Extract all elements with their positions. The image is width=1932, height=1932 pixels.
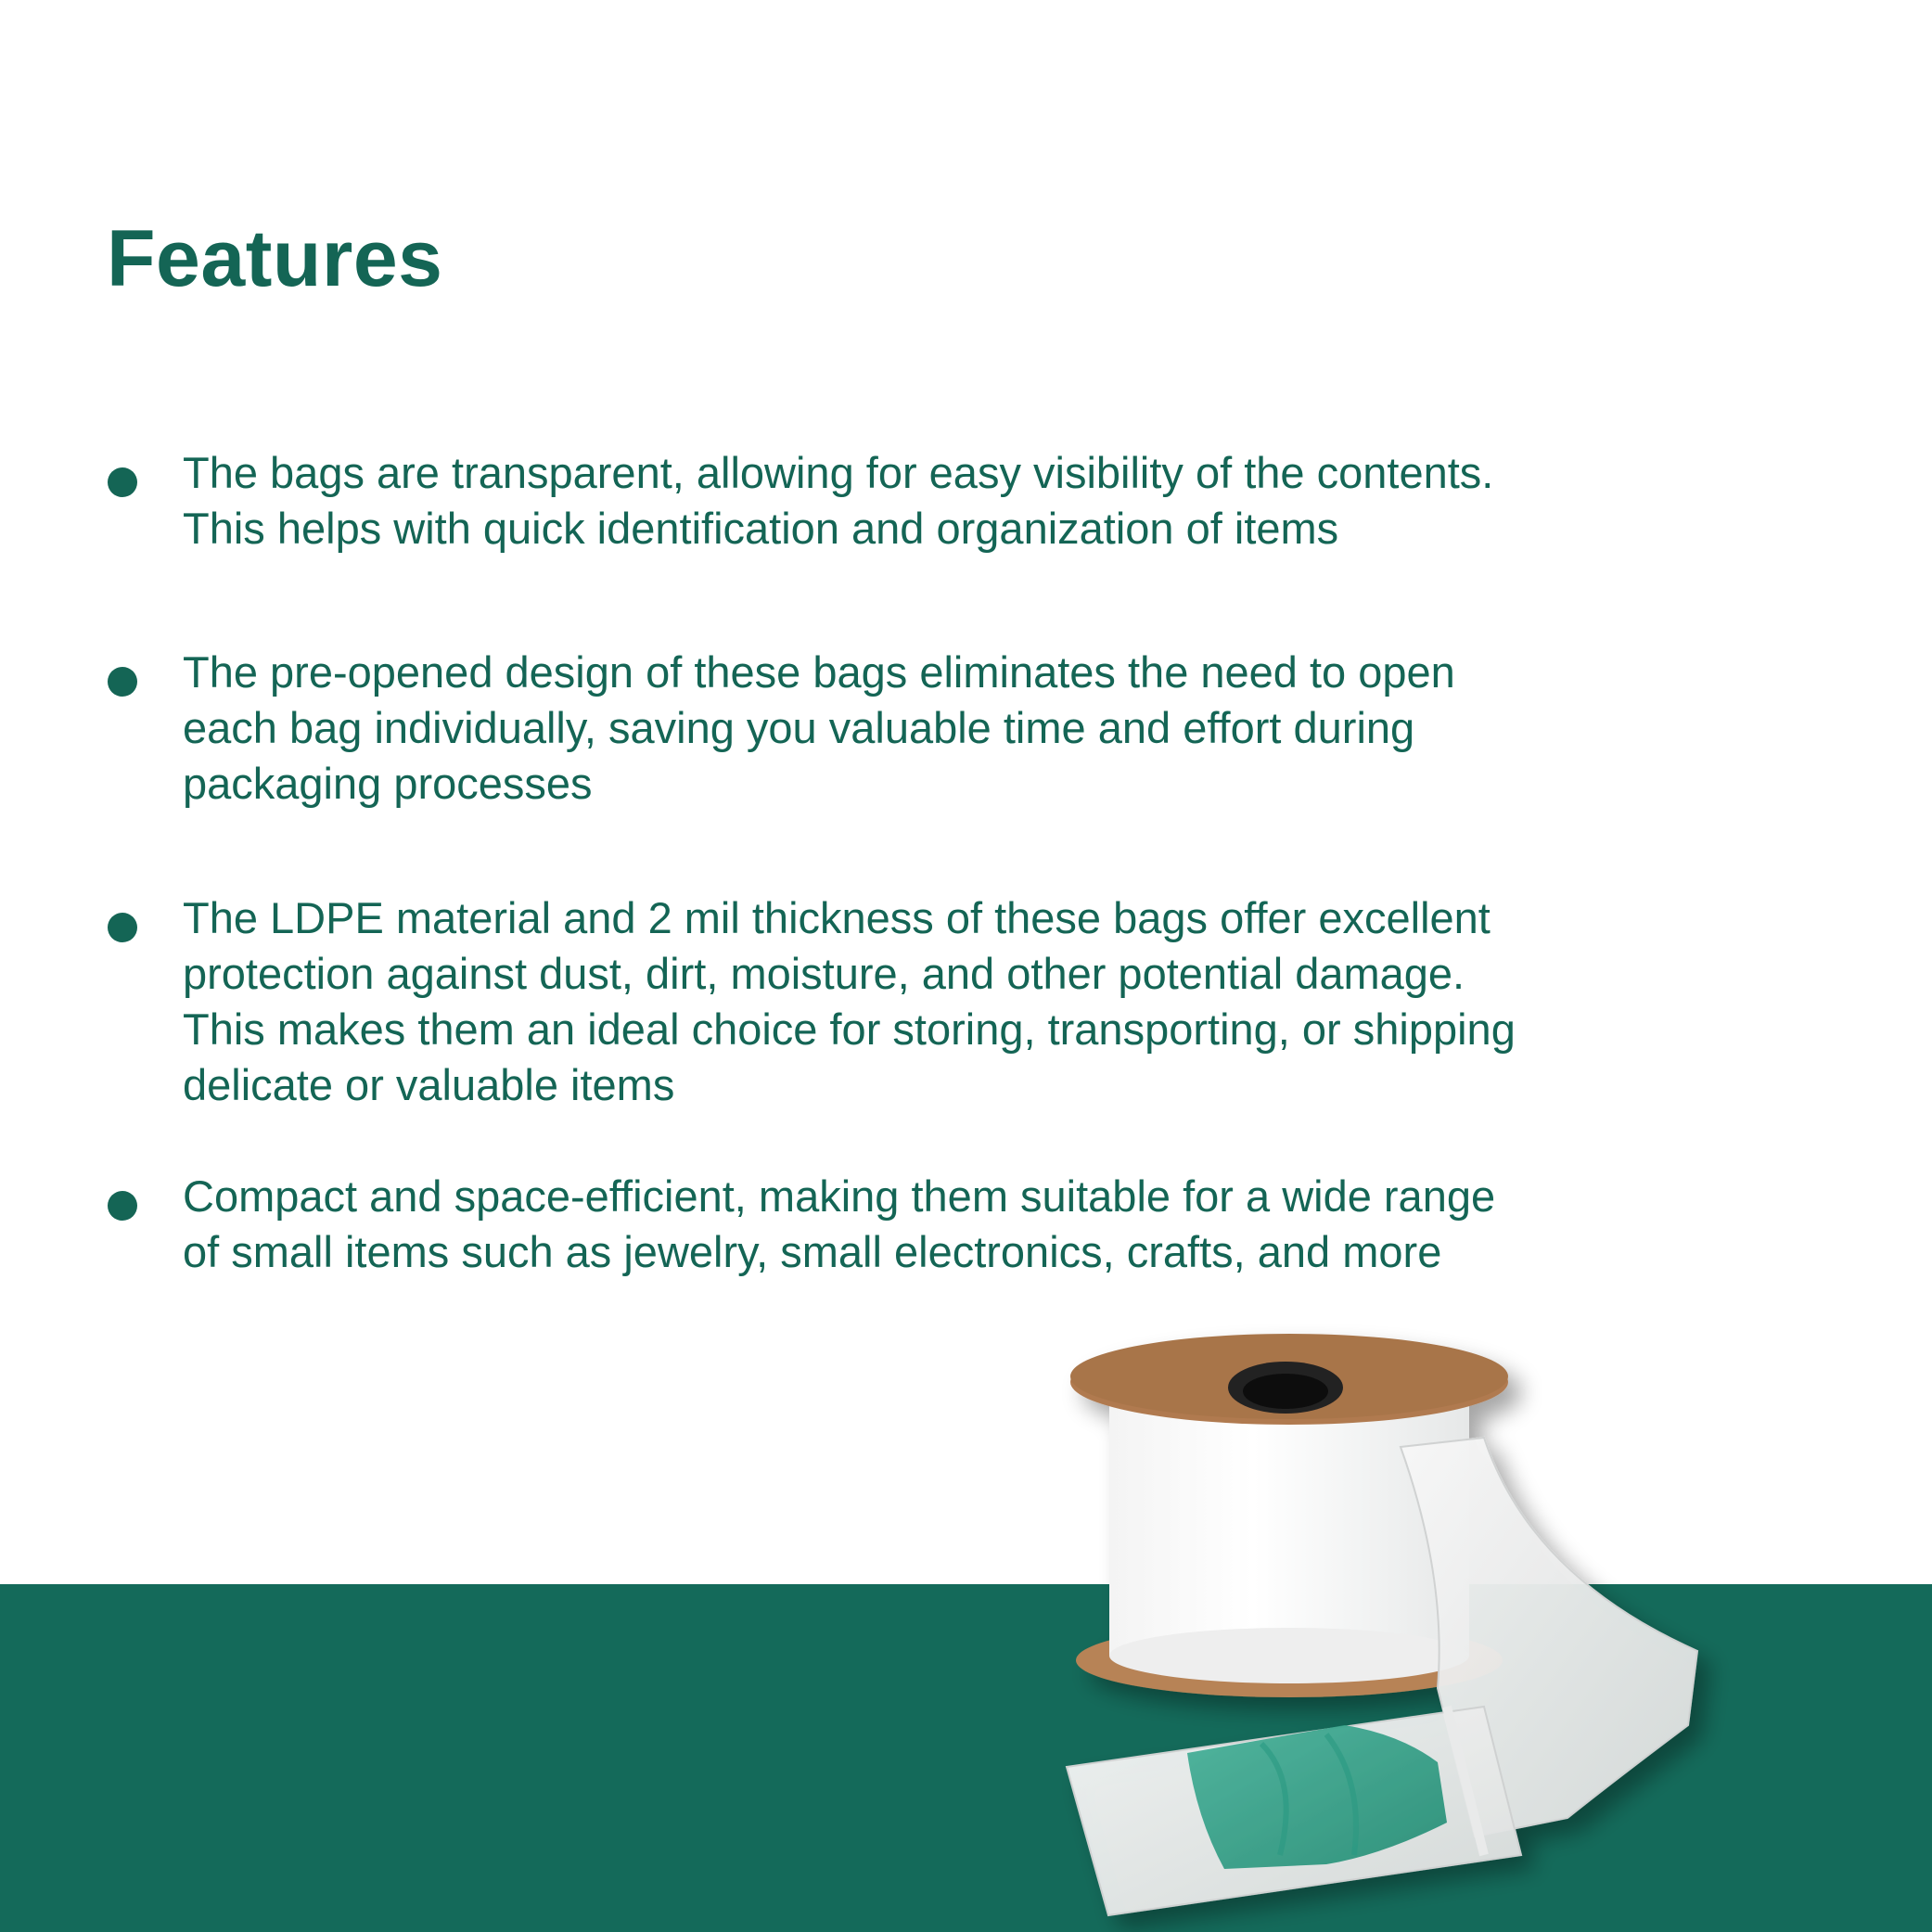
- feature-item: [104, 445, 1926, 557]
- feature-text: Compact and space-efficient, making them suitable for a wide range of small items such as jewelry, small electronics, crafts, and more: [183, 1171, 1496, 1276]
- feature-text: The pre-opened design of these bags eliminates the need to open each bag individually, saving you valuable time and effort during packaging processes: [183, 647, 1455, 808]
- bullet-icon: [108, 667, 137, 697]
- bullet-icon: [108, 913, 137, 942]
- feature-text: The LDPE material and 2 mil thickness of these bags offer excellent protection against dust, dirt, moisture, and other potential damage. This makes them an ideal choice for storing, transporting, or shipping delicate or valuable items: [183, 893, 1516, 1109]
- feature-text: The bags are transparent, allowing for easy visibility of the contents. This helps with quick identification and organization of items: [183, 448, 1494, 553]
- page-title: Features: [107, 214, 443, 303]
- feature-item: [104, 1169, 1926, 1280]
- bullet-icon: [108, 1191, 137, 1221]
- poly-bag-roll-with-gloves-image: [1048, 1299, 1753, 1932]
- feature-item: [104, 890, 1926, 1113]
- bullet-icon: [108, 467, 137, 497]
- feature-item: [104, 645, 1926, 812]
